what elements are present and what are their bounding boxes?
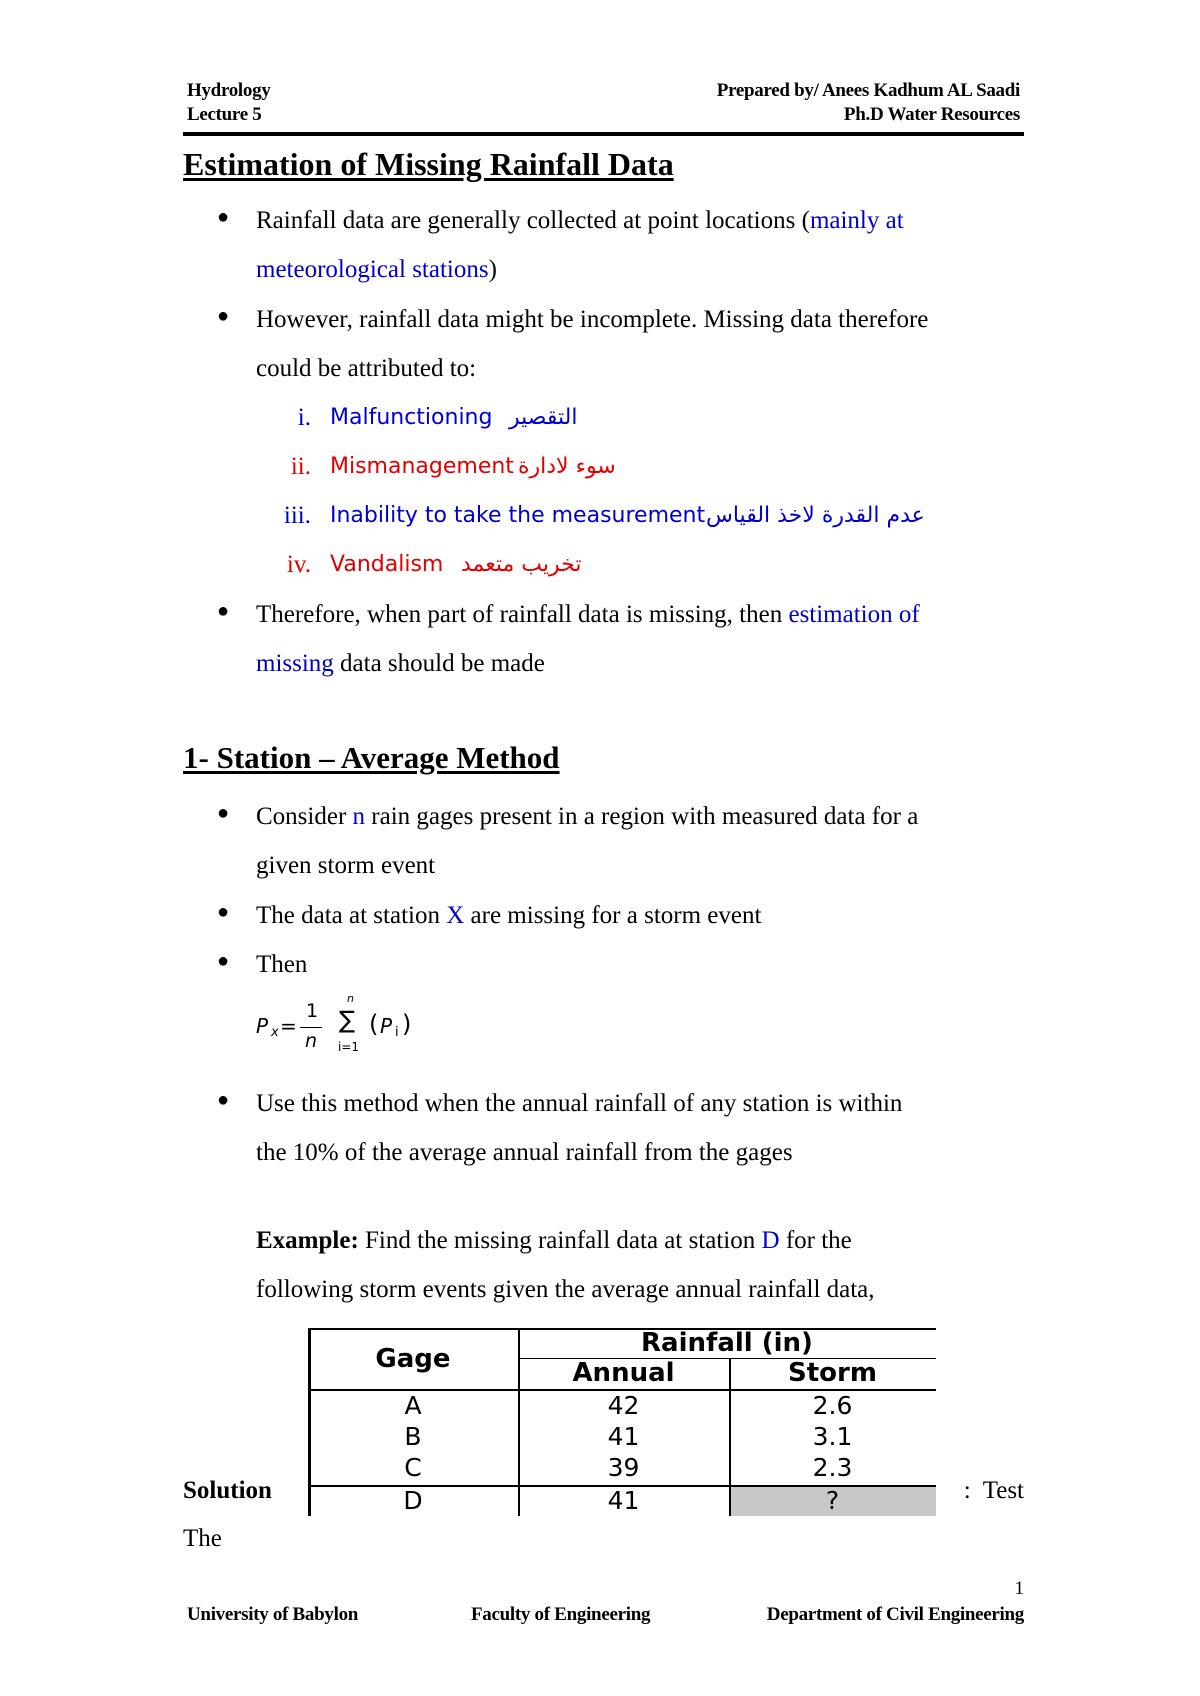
- formula-paren-close: ): [402, 1010, 412, 1038]
- table-cell-annual: 42: [607, 1391, 640, 1420]
- footer-faculty: Faculty of Engineering: [471, 1604, 651, 1625]
- text-span: following storm events given the average annual rainfall data,: [256, 1276, 875, 1303]
- cause-number: iii.: [283, 502, 311, 529]
- table-cell-annual: 41: [607, 1486, 640, 1515]
- text-span: could be attributed to:: [256, 355, 477, 382]
- table-cell-gage: A: [404, 1391, 422, 1420]
- cause-number: iv.: [286, 551, 311, 578]
- text-span: Therefore, when part of rainfall data is missing, then: [256, 601, 783, 628]
- text-span: rain gages present in a region with measured data for a: [371, 803, 919, 830]
- table-cell-gage: D: [403, 1486, 423, 1515]
- paragraph-incomplete-data: [256, 295, 1036, 393]
- table-cell-storm-missing: ?: [825, 1486, 840, 1515]
- text-span: given storm event: [256, 852, 436, 879]
- bullet-icon: ●: [216, 206, 230, 228]
- formula-fraction-bar: [300, 1027, 322, 1028]
- cause-arabic: تخريب متعمد: [461, 552, 582, 577]
- highlight-mainly-at: mainly at: [809, 207, 904, 234]
- paragraph-point-locations: [256, 196, 1024, 294]
- cause-text: Inability to take the measurement: [330, 503, 706, 528]
- table-cell-gage: B: [404, 1422, 422, 1451]
- paragraph-consider-n: [256, 792, 1024, 890]
- bullet-icon: ●: [216, 305, 230, 327]
- example-paragraph: [256, 1216, 1024, 1314]
- bullet-icon: ●: [216, 1089, 230, 1111]
- cause-arabic: سوء لادارة: [518, 454, 616, 479]
- header-rule: [183, 132, 1024, 136]
- rainfall-table: [308, 1328, 936, 1516]
- bullet-icon: ●: [216, 950, 230, 972]
- formula-sum-upper: n: [347, 992, 354, 1005]
- text-span: The data at station: [256, 902, 440, 929]
- cause-number: i.: [297, 404, 311, 431]
- section-title-station-average: 1- Station – Average Method: [183, 740, 560, 775]
- cause-text: Malfunctioning: [330, 405, 493, 430]
- text-span: the 10% of the average annual rainfall from the gages: [256, 1139, 793, 1166]
- formula-numerator: 1: [306, 1000, 319, 1022]
- highlight-x: X: [446, 902, 465, 929]
- cause-arabic: عدم القدرة لاخذ القياس: [706, 503, 925, 528]
- cause-number: ii.: [290, 453, 311, 480]
- text-span: Rainfall data are generally collected at point locations (: [256, 207, 810, 234]
- table-cell-gage: C: [404, 1453, 422, 1482]
- table-cell-storm: 2.3: [812, 1453, 853, 1482]
- cause-text: Mismanagement: [330, 454, 514, 479]
- text-span: However, rainfall data might be incomplete. Missing data therefore: [256, 306, 929, 333]
- solution-continuation: The: [183, 1525, 222, 1552]
- cause-item: [256, 393, 1016, 442]
- formula-term-sub: i: [395, 1025, 399, 1040]
- text-span: Consider: [256, 803, 347, 830]
- header-prepared-by: Prepared by/ Anees Kadhum AL Saadi: [716, 80, 1020, 101]
- formula-station-average: [256, 992, 456, 1060]
- bullet-icon: ●: [216, 600, 230, 622]
- paragraph-estimation: [256, 590, 1024, 688]
- text-span: Use this method when the annual rainfall of any station is within: [256, 1090, 903, 1117]
- highlight-missing: missing: [256, 650, 334, 677]
- solution-test: : Test: [963, 1477, 1024, 1504]
- cause-item: [256, 442, 1016, 491]
- bullet-icon: ●: [216, 802, 230, 824]
- table-header-gage: Gage: [375, 1344, 451, 1374]
- text-span: for the: [785, 1227, 852, 1254]
- paragraph-use-method: [256, 1079, 1024, 1177]
- example-label: Example:: [256, 1227, 359, 1254]
- highlight-estimation-of: estimation of: [788, 601, 920, 628]
- highlight-station-d: D: [761, 1227, 780, 1254]
- footer-department: Department of Civil Engineering: [766, 1604, 1024, 1625]
- header-degree: Ph.D Water Resources: [843, 104, 1020, 125]
- formula-sigma: ∑: [339, 1006, 356, 1034]
- cause-text: Vandalism: [330, 552, 444, 577]
- cause-item: [256, 491, 1016, 540]
- formula-sum-lower: i=1: [338, 1040, 360, 1054]
- highlight-n: n: [352, 803, 366, 830]
- formula-lhs-sub: x: [271, 1025, 279, 1040]
- causes-list: [256, 393, 1016, 589]
- table-cell-storm: 3.1: [812, 1422, 853, 1451]
- solution-label: Solution: [183, 1477, 272, 1504]
- page-number: 1: [1014, 1578, 1024, 1599]
- table-cell-annual: 39: [607, 1453, 640, 1482]
- formula-lhs: P: [256, 1014, 269, 1038]
- table-cell-storm: 2.6: [812, 1391, 853, 1420]
- text-span: data should be made: [340, 650, 545, 677]
- table-header-annual: Annual: [572, 1358, 675, 1388]
- table-header-storm: Storm: [788, 1358, 877, 1388]
- paragraph-then: Then: [256, 951, 308, 978]
- formula-paren-open: (: [369, 1010, 379, 1038]
- text-span: are missing for a storm event: [470, 902, 762, 929]
- text-span: ): [488, 256, 497, 283]
- header-lecture: Lecture 5: [187, 104, 262, 125]
- footer-university: University of Babylon: [187, 1604, 359, 1625]
- formula-denominator: n: [305, 1030, 318, 1052]
- cause-item: [256, 540, 1016, 589]
- table-cell-annual: 41: [607, 1422, 640, 1451]
- table-header-rainfall: Rainfall (in): [641, 1328, 813, 1358]
- section-title-missing-rainfall: Estimation of Missing Rainfall Data: [183, 146, 674, 182]
- formula-term: P: [380, 1014, 393, 1038]
- paragraph-station-x: [256, 891, 761, 940]
- highlight-meteorological-stations: meteorological stations: [256, 256, 489, 283]
- text-span: Find the missing rainfall data at station: [365, 1227, 756, 1254]
- bullet-icon: ●: [216, 901, 230, 923]
- header-course: Hydrology: [187, 80, 271, 101]
- cause-arabic: التقصير: [509, 405, 578, 430]
- formula-equals: =: [280, 1014, 297, 1038]
